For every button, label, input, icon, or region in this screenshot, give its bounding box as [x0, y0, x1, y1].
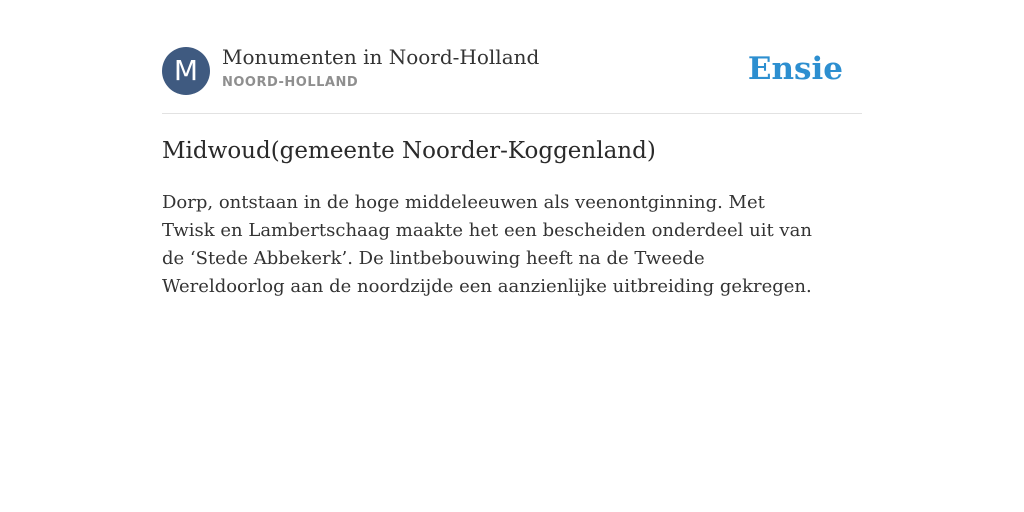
entry-body: Dorp, ontstaan in de hoge middeleeuwen als veenontginning. Met Twisk en Lambertschaag maakte het een bescheiden onderdeel uit van de ‘Stede Abbekerk’. De lintbebouwing heeft na de Tweede Wereldoorlog aan de noordzijde een aanzienlijke uitbreiding gekregen. [162, 192, 812, 297]
ensie-logo[interactable]: Ensie [747, 51, 843, 87]
source-subtitle[interactable]: NOORD-HOLLAND [222, 75, 359, 90]
entry-header [162, 0, 862, 114]
source-avatar[interactable]: M [162, 47, 210, 95]
entry-title: Midwoud(gemeente Noorder-Koggenland) [162, 138, 656, 164]
source-title[interactable]: Monumenten in Noord-Holland [222, 45, 540, 69]
entry-card [162, 0, 862, 297]
